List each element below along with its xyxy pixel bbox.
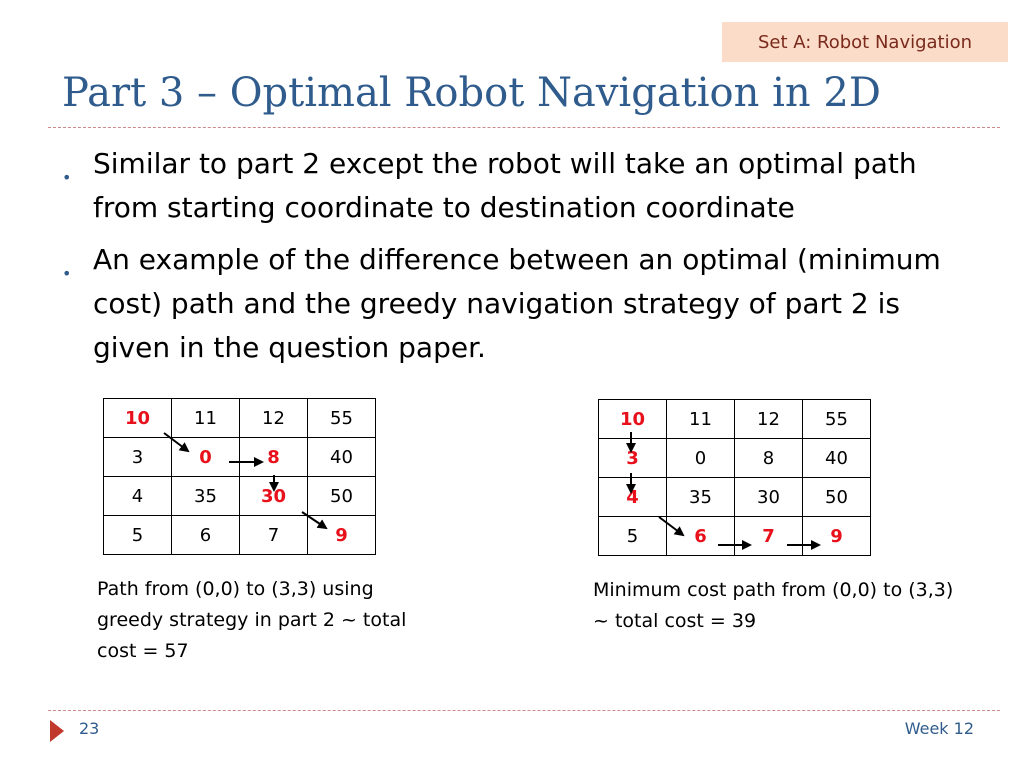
optimal-grid-cell: 11 xyxy=(667,400,735,439)
greedy-grid-cell: 4 xyxy=(104,477,172,516)
greedy-grid-row xyxy=(104,477,376,516)
greedy-grid-cell: 55 xyxy=(308,399,376,438)
optimal-grid-cell: 7 xyxy=(735,517,803,556)
optimal-grid-cell: 30 xyxy=(735,478,803,517)
optimal-grid-row xyxy=(599,478,871,517)
greedy-grid-cell: 30 xyxy=(240,477,308,516)
bullet-list xyxy=(62,142,962,378)
page-number: 23 xyxy=(79,719,100,738)
greedy-grid-cell: 8 xyxy=(240,438,308,477)
greedy-grid-cell: 10 xyxy=(104,399,172,438)
optimal-grid-row xyxy=(599,400,871,439)
greedy-grid-cell: 40 xyxy=(308,438,376,477)
slide-title: Part 3 – Optimal Robot Navigation in 2D xyxy=(62,70,881,116)
optimal-grid-row xyxy=(599,439,871,478)
greedy-grid-cell: 3 xyxy=(104,438,172,477)
greedy-caption: Path from (0,0) to (3,3) using greedy strategy in part 2 ~ total cost = 57 xyxy=(97,578,407,662)
optimal-grid-cell: 0 xyxy=(667,439,735,478)
bullet-text: Similar to part 2 except the robot will take an optimal path from starting coordinate to destination coordinate xyxy=(93,147,917,224)
greedy-grid-cell: 50 xyxy=(308,477,376,516)
greedy-grid-cell: 6 xyxy=(172,516,240,555)
footer-triangle-icon xyxy=(50,720,64,742)
greedy-grid-cell: 9 xyxy=(308,516,376,555)
optimal-grid-cell: 6 xyxy=(667,517,735,556)
bottom-divider xyxy=(48,710,1000,711)
greedy-grid-row xyxy=(104,516,376,555)
week-label: Week 12 xyxy=(904,719,974,738)
greedy-grid-cell: 11 xyxy=(172,399,240,438)
optimal-grid-cell: 35 xyxy=(667,478,735,517)
greedy-grid-cell: 0 xyxy=(172,438,240,477)
optimal-grid-cell: 9 xyxy=(803,517,871,556)
optimal-grid-cell: 50 xyxy=(803,478,871,517)
optimal-grid-cell: 12 xyxy=(735,400,803,439)
greedy-grid-row xyxy=(104,399,376,438)
greedy-grid-cell: 35 xyxy=(172,477,240,516)
greedy-grid-cell: 5 xyxy=(104,516,172,555)
bullet-item xyxy=(62,238,962,370)
bullet-item xyxy=(62,142,962,230)
optimal-path-grid xyxy=(598,399,871,556)
optimal-grid-cell: 8 xyxy=(735,439,803,478)
optimal-grid-cell: 4 xyxy=(599,478,667,517)
bullet-icon: • xyxy=(62,168,72,187)
greedy-path-grid xyxy=(103,398,376,555)
section-tag: Set A: Robot Navigation xyxy=(722,22,1008,62)
greedy-grid-row xyxy=(104,438,376,477)
top-divider xyxy=(48,127,1000,128)
optimal-caption: Minimum cost path from (0,0) to (3,3) ~ total cost = 39 xyxy=(593,579,954,632)
optimal-grid-cell: 5 xyxy=(599,517,667,556)
greedy-grid-cell: 12 xyxy=(240,399,308,438)
optimal-grid-cell: 10 xyxy=(599,400,667,439)
greedy-grid-cell: 7 xyxy=(240,516,308,555)
optimal-grid-cell: 55 xyxy=(803,400,871,439)
bullet-icon: • xyxy=(62,264,72,283)
optimal-grid-cell: 3 xyxy=(599,439,667,478)
bullet-text: An example of the difference between an optimal (minimum cost) path and the greedy navigation strategy of part 2 is given in the question paper. xyxy=(93,243,941,364)
optimal-grid-cell: 40 xyxy=(803,439,871,478)
optimal-grid-row xyxy=(599,517,871,556)
